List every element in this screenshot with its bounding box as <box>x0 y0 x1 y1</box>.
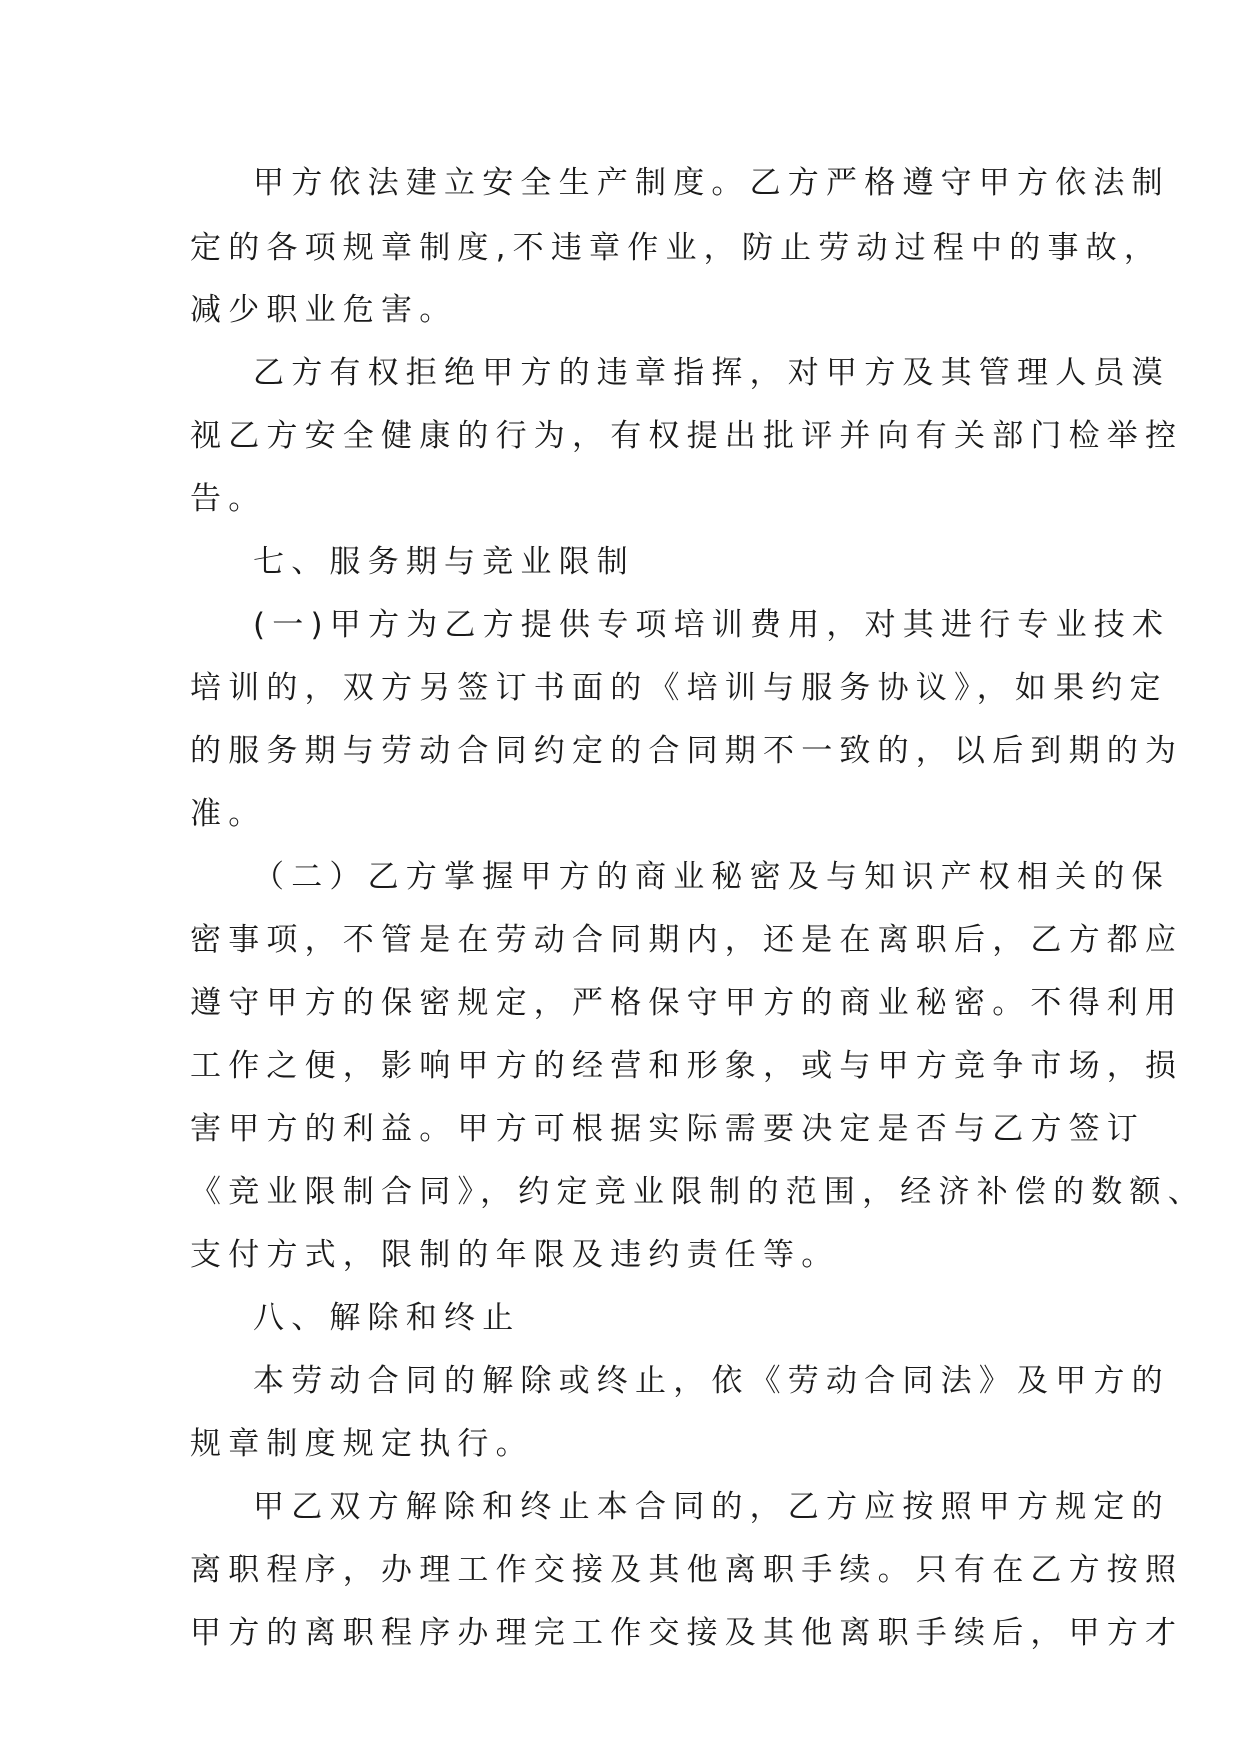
text-line: 减少职业危害。 <box>190 292 458 328</box>
text-line: 本劳动合同的解除或终止，依《劳动合同法》及甲方的 <box>253 1363 1170 1399</box>
text-line: 害甲方的利益。甲方可根据实际需要决定是否与乙方签订 <box>190 1111 1145 1147</box>
text-line: 离职程序，办理工作交接及其他离职手续。只有在乙方按照 <box>190 1552 1184 1588</box>
text-line: 密事项，不管是在劳动合同期内，还是在离职后，乙方都应 <box>190 922 1184 958</box>
text-line: 甲乙双方解除和终止本合同的，乙方应按照甲方规定的 <box>253 1489 1170 1525</box>
section-heading: 八、解除和终止 <box>253 1300 521 1336</box>
text-line: 告。 <box>190 481 267 517</box>
section-heading: 七、服务期与竞业限制 <box>253 544 635 580</box>
text-line: 准。 <box>190 796 267 832</box>
text-line: 视乙方安全健康的行为，有权提出批评并向有关部门检举控 <box>190 418 1184 454</box>
text-line: 培训的，双方另签订书面的《培训与服务协议》，如果约定 <box>190 670 1168 706</box>
text-line: 乙方有权拒绝甲方的违章指挥，对甲方及其管理人员漠 <box>253 355 1170 391</box>
text-line: 《竞业限制合同》，约定竞业限制的范围，经济补偿的数额、 <box>190 1174 1206 1210</box>
text-line: 工作之便，影响甲方的经营和形象，或与甲方竞争市场，损 <box>190 1048 1184 1084</box>
text-line: （二）乙方掌握甲方的商业秘密及与知识产权相关的保 <box>253 859 1170 895</box>
text-line: 甲方的离职程序办理完工作交接及其他离职手续后，甲方才 <box>190 1615 1184 1651</box>
text-line: 支付方式，限制的年限及违约责任等。 <box>190 1237 840 1273</box>
text-line: 规章制度规定执行。 <box>190 1426 534 1462</box>
text-line: 的服务期与劳动合同约定的合同期不一致的，以后到期的为 <box>190 733 1184 769</box>
text-line: 甲方依法建立安全生产制度。乙方严格遵守甲方依法制 <box>253 165 1170 201</box>
text-line: 定的各项规章制度,不违章作业，防止劳动过程中的事故， <box>190 230 1163 266</box>
text-line: 遵守甲方的保密规定，严格保守甲方的商业秘密。不得利用 <box>190 985 1184 1021</box>
text-line: (一)甲方为乙方提供专项培训费用，对其进行专业技术 <box>253 607 1171 643</box>
